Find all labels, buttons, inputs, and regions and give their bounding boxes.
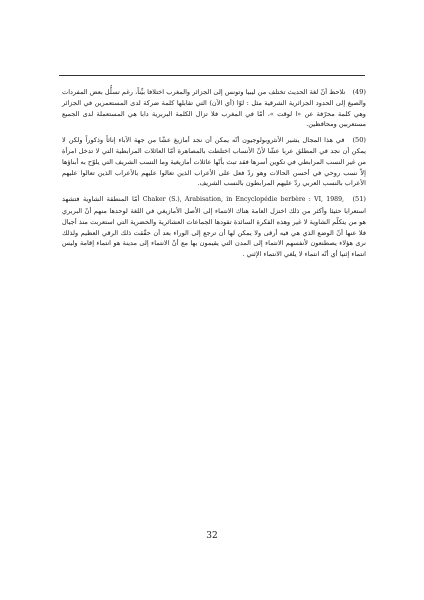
footnote-number: (49) bbox=[352, 88, 366, 96]
footnote-49 bbox=[62, 87, 366, 130]
footnote-51 bbox=[62, 194, 366, 260]
footnote-text: في هذا المجال يشير الأنثروبولوجيون أنّه يمكن أن نجد أمازيغ عشّا من جهة الآباء إناثاً وذكوراً ولكن لا يمكن أن نجد في المطلق عربا عشّا لأنّ الأنساب اختلطت بالمصاهرة أمّا العائلات المرابطية التي لا تدخل امرأة من غير النسب المرابطي في تكوين أسرها فقد تبث بأنّها عائلات أمازيغية وما النسب الشريف التي يلوّح به أبناؤها إلاّ نسب روحي في أحسن الحالات وهو ردّ فعل على الأعراب الذين تعالوا عليهم بالأعراب الذين تعالوا عليهم الأعراب بالنسب العربي ردّ عليهم المرابطون بالنسب الشريف. bbox=[62, 136, 366, 188]
footnote-separator-rule bbox=[59, 75, 365, 76]
page-number: 32 bbox=[206, 531, 218, 541]
footnote-text: نلاحظ أنّ لغة الحديث تختلف من ليبيا وتونس إلى الجزائر والمغرب اختلافا بيِّناً، رغم تسلُّل بعض المفردات والصيغ إلى الحدود الجزائرية الشرقية مثل : لوّا (أي الآن) التي تقابلها كلمة ضركة لدى المستعمرين في الجزائر وهي كلمة محرّفة عن «ا لوقت »، أمّا في المغرب فلا تزال الكلمة البربرية دابا هي المستعملة لدى الجميع مستعربين ومحافظين. bbox=[62, 88, 366, 129]
footnote-50 bbox=[62, 135, 366, 189]
footnote-number: (50) bbox=[352, 136, 366, 145]
footnote-citation: Chaker (S.), Arabisation, in Encyclopédie berbère : VI, 1989, bbox=[142, 196, 345, 204]
footnotes-block bbox=[62, 87, 366, 265]
footnote-number: (51) bbox=[352, 195, 366, 204]
footnote-text: أمّا المنطقة الشاوية فتشهد استعرابا حثيثا وأكثر من ذلك اختزل العامة هناك الانتماء إلى الأصل الأمازيغي في اللغة لوحدها منهم أنّ البربري هو من يتكلّم الشاوية لا غير وهذه الفكرة السائدة تقودها الجماعات العشائرية والحضرية التي استعربت منذ أجيال فلا عنها أنّ الوضع الذي هي فيه أرقى ولا يمكن لها أن ترجع إلى الوراء بعد أن حقّقت ذلك الرقي العظيم ولذلك نرى هؤلاء يصطنعون لأنفسهم الانتماء إلى المدن التي يقيمون بها مع أنّ الانتماء إلى مدينة هو انتماء إقامة وليس انتماء إثنيا أي أنّه انتماء لا يلغي الانتماء الإثني . bbox=[62, 195, 367, 259]
